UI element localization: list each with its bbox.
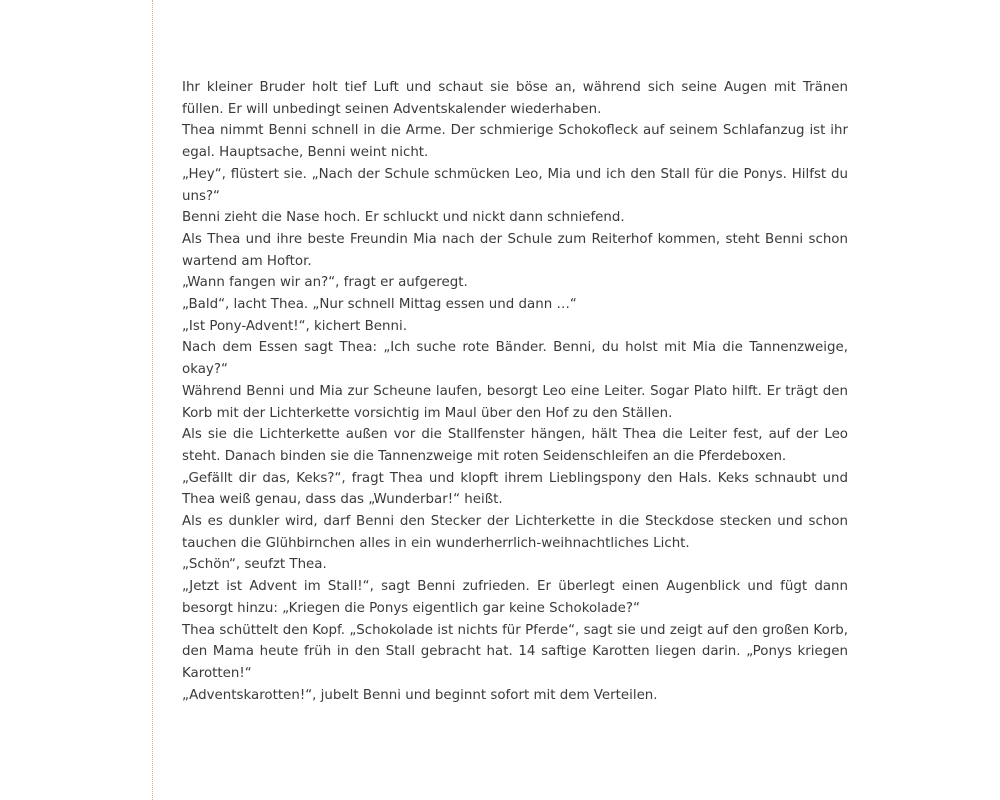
paragraph: „Jetzt ist Advent im Stall!“, sagt Benni zufrieden. Er überlegt einen Augenblick und fügt dann besorgt hinzu: „Kriegen die Ponys eigentlich gar keine Schokolade?“ [182, 579, 848, 616]
paragraph: „Wann fangen wir an?“, fragt er aufgeregt. [182, 275, 468, 291]
paragraph: „Gefällt dir das, Keks?“, fragt Thea und klopft ihrem Lieblingspony den Hals. Keks schnaubt und Thea weiß genau, dass das „Wunderbar!“ heißt. [182, 470, 848, 508]
paragraph: Thea nimmt Benni schnell in die Arme. Der schmierige Schokofleck auf seinem Schlafanzug ist ihr egal. Hauptsache, Benni weint nicht. [182, 123, 848, 161]
paragraph: Als sie die Lichterkette außen vor die Stallfenster hängen, hält Thea die Leiter fest, auf der Leo steht. Danach binden sie die Tannenzweige mit roten Seidenschleifen an die Pferdeboxen. [182, 427, 848, 464]
story-text [182, 77, 848, 706]
paragraph: „Bald“, lacht Thea. „Nur schnell Mittag essen und dann …“ [182, 297, 577, 313]
paragraph: „Hey“, flüstert sie. „Nach der Schule schmücken Leo, Mia und ich den Stall für die Ponys. Hilfst du uns?“ [182, 166, 848, 204]
paragraph: Benni zieht die Nase hoch. Er schluckt und nickt dann schniefend. [182, 210, 625, 226]
paragraph: Als Thea und ihre beste Freundin Mia nach der Schule zum Reiterhof kommen, steht Benni schon wartend am Hoftor. [182, 231, 848, 269]
paragraph: Ihr kleiner Bruder holt tief Luft und schaut sie böse an, während sich seine Augen mit Tränen füllen. Er will unbedingt seinen Adventskalender wiederhaben. [182, 80, 848, 117]
paragraph: Während Benni und Mia zur Scheune laufen, besorgt Leo eine Leiter. Sogar Plato hilft. Er trägt den Korb mit der Lichterkette vorsichtig im Maul über den Hof zu den Ställen. [182, 383, 848, 421]
paragraph: Nach dem Essen sagt Thea: „Ich suche rote Bänder. Benni, du holst mit Mia die Tannenzweige, okay?“ [182, 340, 848, 378]
paragraph: „Adventskarotten!“, jubelt Benni und beginnt sofort mit dem Verteilen. [182, 687, 658, 703]
margin-rule [152, 0, 153, 800]
paragraph: „Schön“, seufzt Thea. [182, 557, 327, 573]
paragraph: Thea schüttelt den Kopf. „Schokolade ist nichts für Pferde“, sagt sie und zeigt auf den großen Korb, den Mama heute früh in den Stall gebracht hat. 14 saftige Karotten liegen darin. „Ponys kriegen Karotten!“ [182, 622, 848, 681]
paragraph: Als es dunkler wird, darf Benni den Stecker der Lichterkette in die Steckdose stecken und schon tauchen die Glühbirnchen alles in ein wunderherrlich-weihnachtliches Licht. [182, 514, 848, 551]
paragraph: „Ist Pony-Advent!“, kichert Benni. [182, 318, 407, 334]
